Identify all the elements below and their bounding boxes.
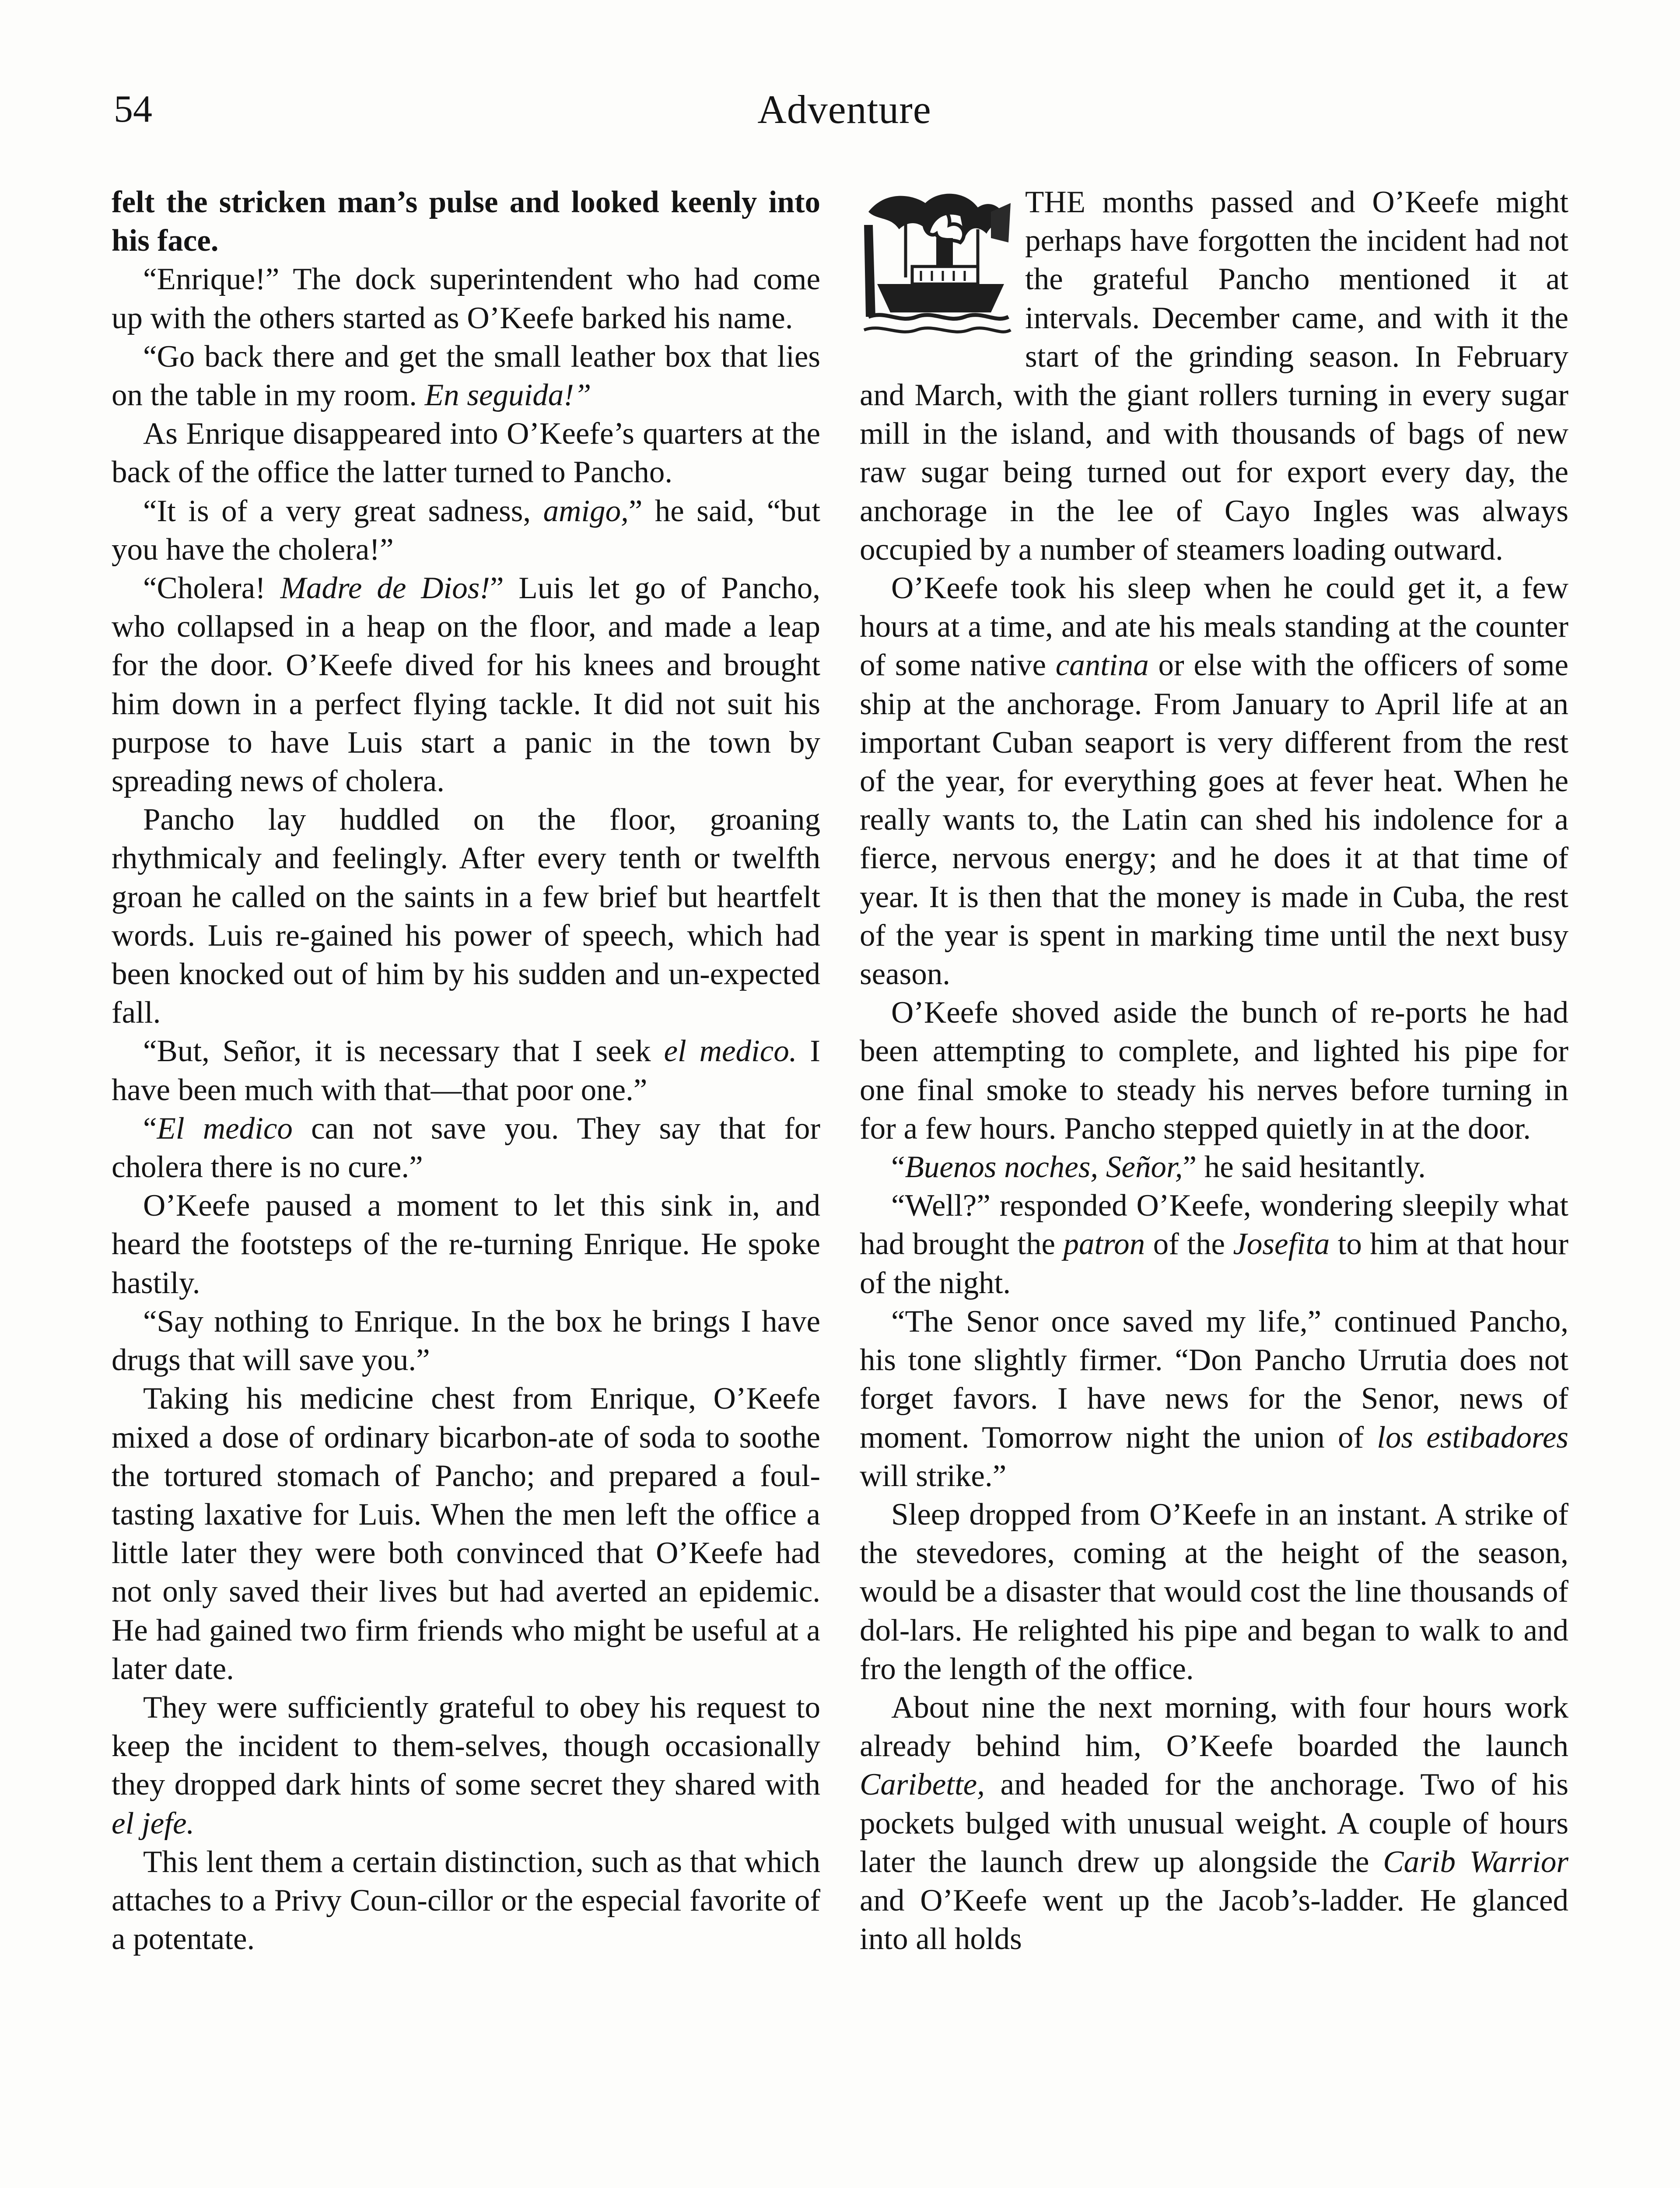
- paragraph: “It is of a very great sadness, amigo,” he said, “but you have the cholera!”: [112, 494, 820, 567]
- running-title: Adventure: [757, 87, 931, 132]
- paragraph: Pancho lay huddled on the floor, groaning rhythmicaly and feelingly. After every tenth or twelfth groan he called on the saints in a few brief but heartfelt words. Luis re-gained his power of speech, which had been knocked out of him by his sudden and un-expected fall.: [112, 803, 820, 1030]
- paragraph: “The Senor once saved my life,” continued Pancho, his tone slightly firmer. “Don Pancho Urrutia does not forget favors. I have news for the Senor, news of moment. Tomorrow night the union of los estibadores will strike.”: [860, 1304, 1568, 1493]
- paragraph: “But, Señor, it is necessary that I seek el medico. I have been much with that—that poor one.”: [112, 1034, 820, 1107]
- paragraph: About nine the next morning, with four hours work already behind him, O’Keefe boarded the launch Caribette, and headed for the anchorage. Two of his pockets bulged with unusual weight. A couple of hours later the launch drew up alongside the Carib Warrior and O’Keefe went up the Jacob’s-ladder. He glanced into all holds: [860, 1690, 1568, 1957]
- paragraph: felt the stricken man’s pulse and looked keenly into his face.: [112, 185, 820, 258]
- paragraph: O’Keefe shoved aside the bunch of re-ports he had been attempting to complete, and lighted his pipe for one final smoke to steady his nerves before turning in for a few hours. Pancho stepped quietly in at the door.: [860, 996, 1568, 1146]
- paragraph: They were sufficiently grateful to obey his request to keep the incident to them-selves, though occasionally they dropped dark hints of some secret they shared with el jefe.: [112, 1690, 820, 1841]
- page-header: [114, 88, 1575, 144]
- left-column: [112, 183, 820, 1958]
- paragraph: “Cholera! Madre de Dios!” Luis let go of Pancho, who collapsed in a heap on the floor, and made a leap for the door. O’Keefe dived for his knees and brought him down in a perfect flying tackle. It did not suit his purpose to have Luis start a panic in the town by spreading news of cholera.: [112, 571, 820, 799]
- right-column: [860, 183, 1568, 1958]
- paragraph: “Well?” responded O’Keefe, wondering sleepily what had brought the patron of the Josefita to him at that hour of the night.: [860, 1189, 1568, 1300]
- paragraph: O’Keefe took his sleep when he could get it, a few hours at a time, and ate his meals standing at the counter of some native cantina or else with the officers of some ship at the anchorage. From January to April life at an important Cuban seaport is very different from the rest of the year, for everything goes at fever heat. When he really wants to, the Latin can shed his indolence for a fierce, nervous energy; and he does it at that time of year. It is then that the money is made in Cuba, the rest of the year is spent in marking time until the next busy season.: [860, 571, 1568, 992]
- paragraph: This lent them a certain distinction, such as that which attaches to a Privy Coun-cillor or the especial favorite of a potentate.: [112, 1844, 820, 1957]
- paragraph: Sleep dropped from O’Keefe in an instant. A strike of the stevedores, coming at the height of the season, would be a disaster that would cost the line thousands of dol-lars. He relighted his pipe and began to walk to and fro the length of the office.: [860, 1497, 1568, 1686]
- steamship-vignette-icon: [860, 186, 1013, 343]
- paragraph: “El medico can not save you. They say that for cholera there is no cure.”: [112, 1111, 821, 1185]
- paragraph: O’Keefe paused a moment to let this sink in, and heard the footsteps of the re-turning Enrique. He spoke hastily.: [112, 1189, 820, 1300]
- paragraph: “Go back there and get the small leather box that lies on the table in my room. En seguida!”: [112, 339, 820, 413]
- paragraph: “Buenos noches, Señor,” he said hesitantly.: [891, 1150, 1426, 1185]
- page-number: 54: [114, 88, 152, 130]
- paragraph: “Say nothing to Enrique. In the box he brings I have drugs that will save you.”: [112, 1304, 820, 1378]
- paragraph: THE months passed and O’Keefe might perhaps have forgotten the incident had not the grateful Pancho mentioned it at intervals. December came, and with it the start of the grinding season. In February and March, with the giant rollers turning in every sugar mill in the island, and with thousands of bags of new raw sugar being turned out for export every day, the anchorage in the lee of Cayo Ingles was always occupied by a number of steamers loading outward.: [860, 185, 1568, 567]
- paragraph: Taking his medicine chest from Enrique, O’Keefe mixed a dose of ordinary bicarbon-ate of soda to soothe the tortured stomach of Pancho; and prepared a foul-tasting laxative for Luis. When the men left the office a little later they were both convinced that O’Keefe had not only saved their lives but had averted an epidemic. He had gained two firm friends who might be useful at a later date.: [112, 1382, 820, 1686]
- paragraph: “Enrique!” The dock superintendent who had come up with the others started as O’Keefe barked his name.: [112, 262, 820, 335]
- paragraph: As Enrique disappeared into O’Keefe’s quarters at the back of the office the latter turned to Pancho.: [112, 417, 820, 490]
